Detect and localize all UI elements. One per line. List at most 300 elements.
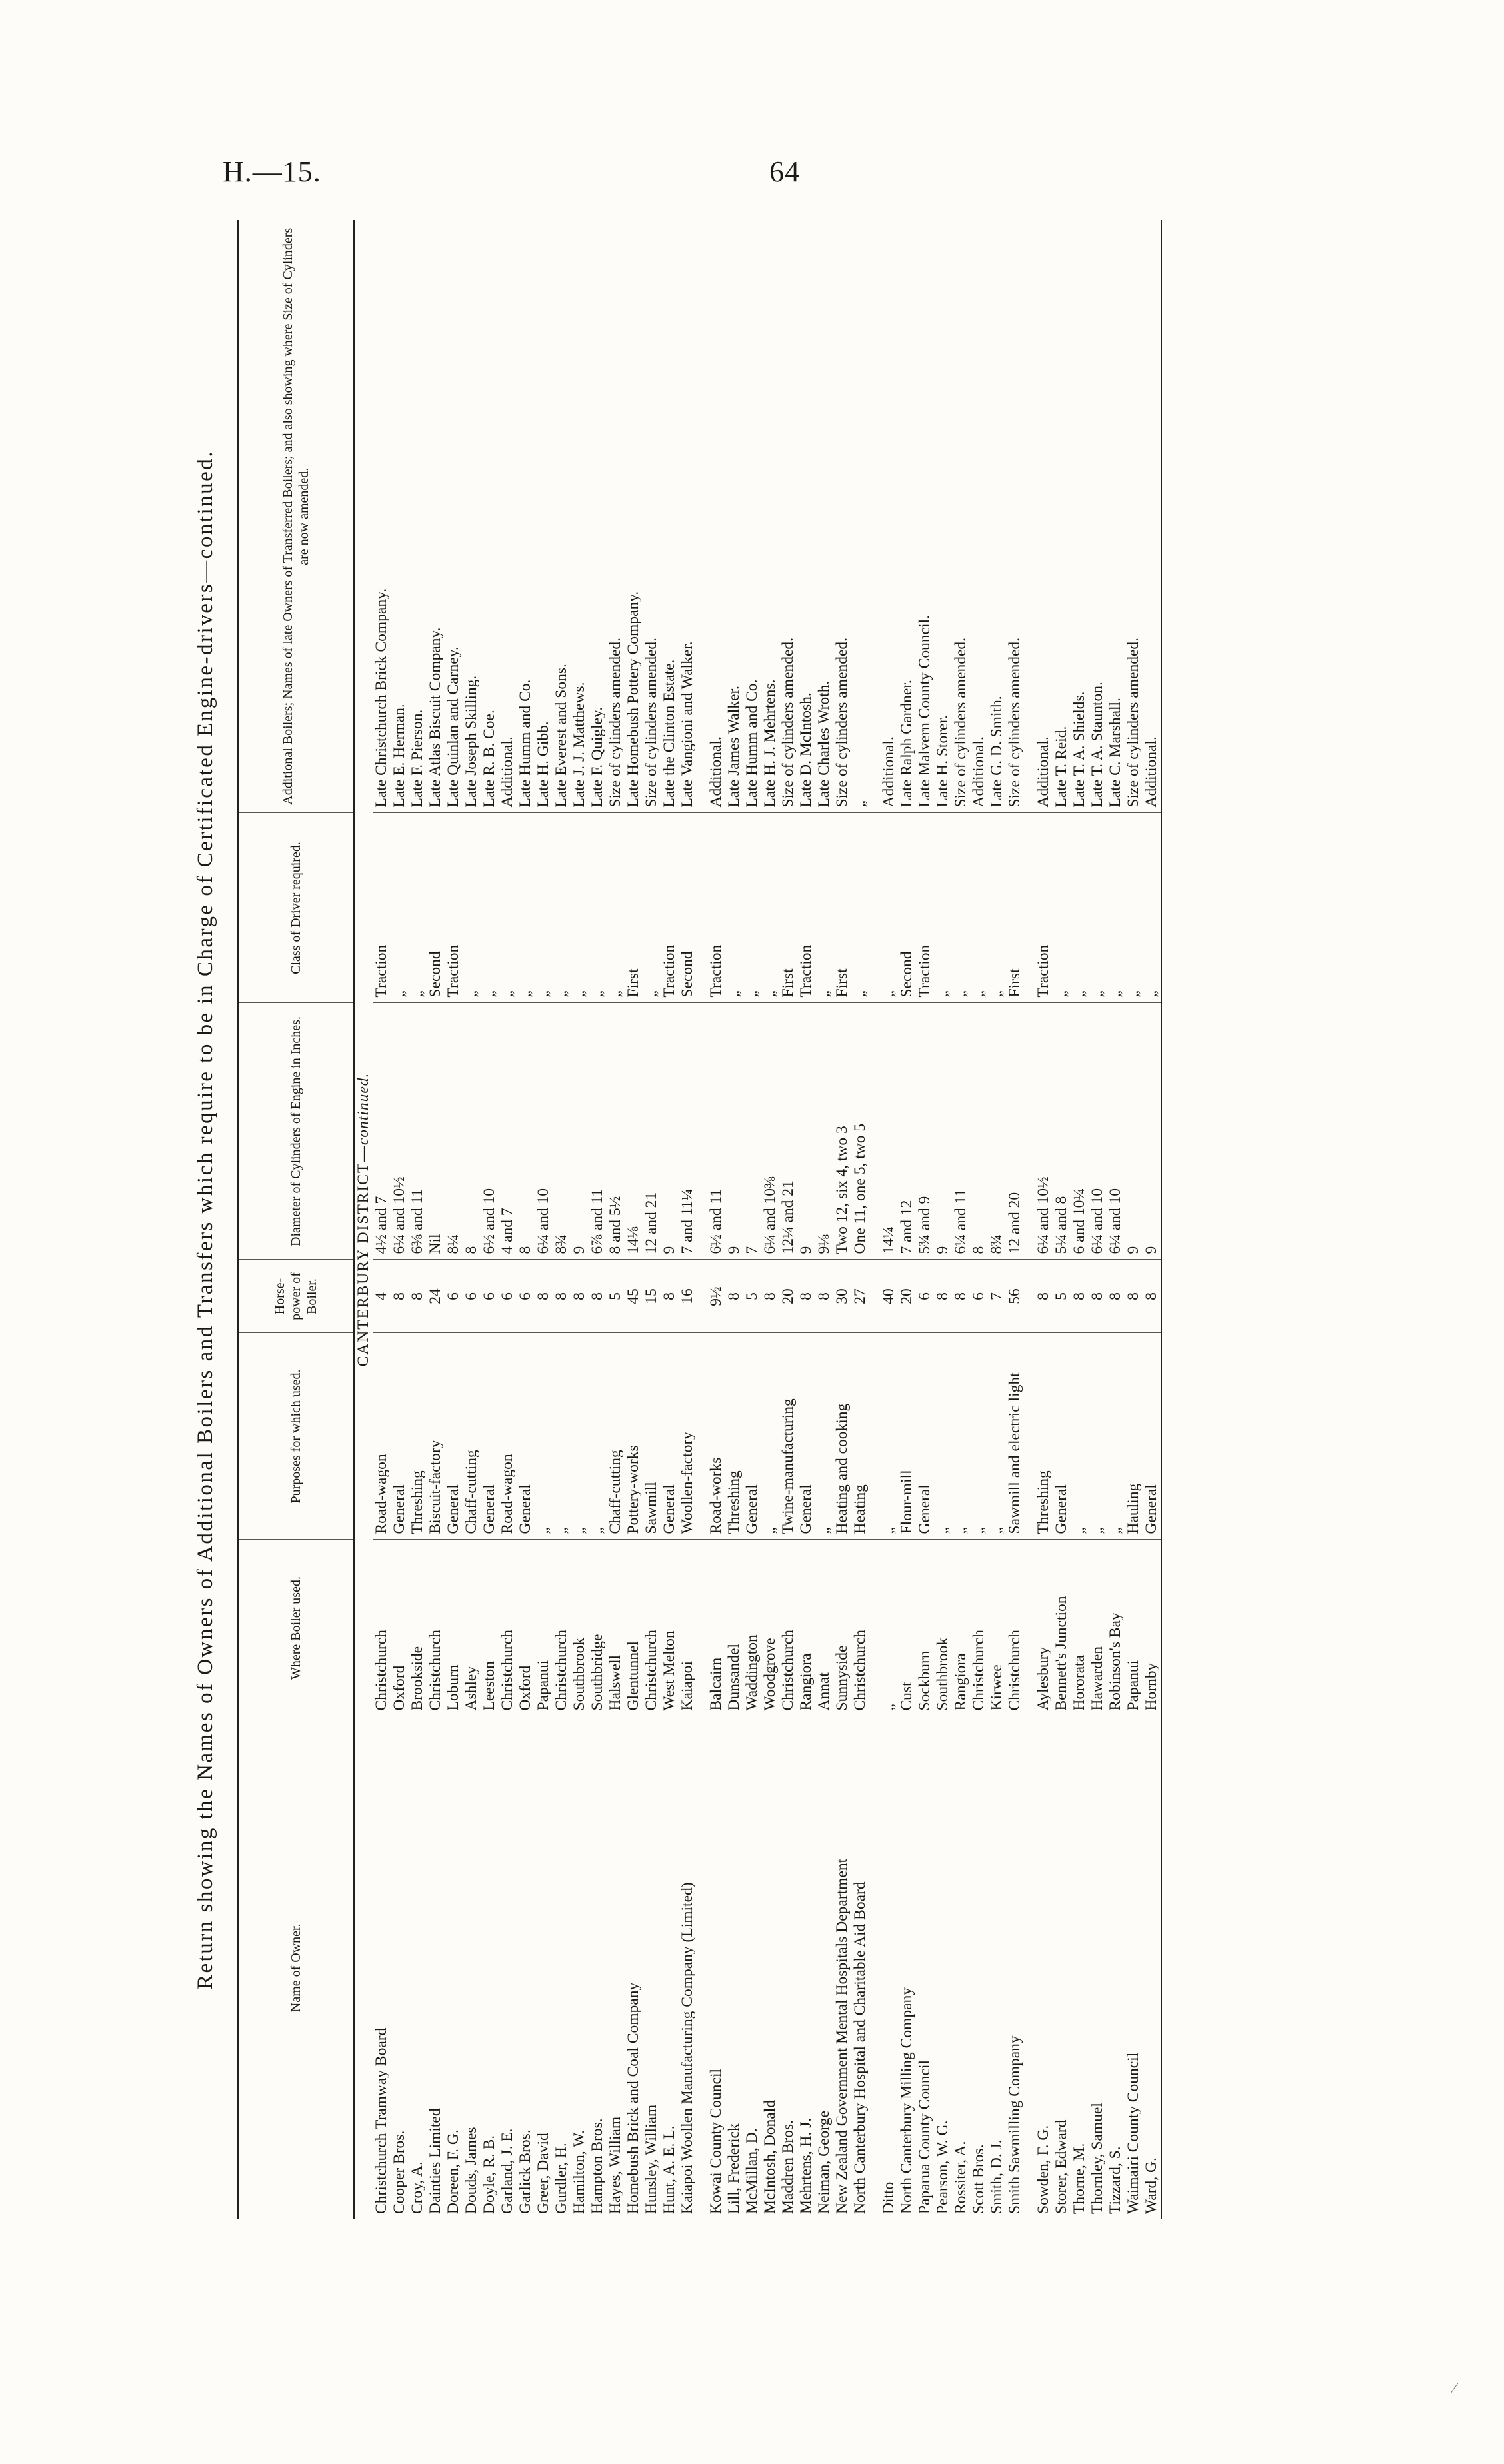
driver-class-cell: „ (391, 813, 409, 1003)
where-used-cell: Kaiapoi (679, 1540, 697, 1716)
where-used-cell: Christchurch (970, 1540, 988, 1716)
cylinders-cell: 5¼ and 8 (1053, 1003, 1071, 1260)
horse-power-cell: 6 (916, 1260, 934, 1333)
owner-cell: Storer, Edward (1053, 2119, 1070, 2214)
driver-class-cell: „ (1053, 813, 1071, 1003)
where-used-cell: Southbrook (934, 1540, 952, 1716)
district-name: CANTERBURY DISTRICT— (355, 1145, 372, 1367)
cylinders-cell: One 11, one 5, two 5 (851, 1003, 869, 1260)
driver-class-cell: First (833, 813, 851, 1003)
cylinders-cell: 6¼ and 10 (1089, 1003, 1107, 1260)
purpose-cell: „ (1071, 1333, 1089, 1540)
table-row (1071, 220, 1089, 2219)
col-header-where-used: Where Boiler used. (238, 1540, 354, 1716)
owner-cell: Thorne, M. (1071, 2143, 1088, 2214)
horse-power-cell: 20 (898, 1260, 916, 1333)
owner-cell: Thornley, Samuel (1089, 2103, 1106, 2214)
cylinders-cell: 7 and 11¼ (679, 1003, 697, 1260)
remarks-cell: Late E. Herman. (391, 220, 409, 813)
driver-class-cell: Traction (1035, 813, 1053, 1003)
table-row (743, 220, 761, 2219)
cylinders-cell: 6¼ and 10½ (391, 1003, 409, 1260)
where-used-cell: „ (880, 1540, 898, 1716)
remarks-cell: Late H. Storer. (934, 220, 952, 813)
where-used-cell: Annat (815, 1540, 833, 1716)
table-row (373, 220, 391, 2219)
cylinders-cell: 8 (970, 1003, 988, 1260)
where-used-cell: Halswell (607, 1540, 625, 1716)
cylinders-cell: 6¼ and 10 (535, 1003, 553, 1260)
owner-cell: Smith, D. J. (988, 2139, 1005, 2214)
spacer-cell (697, 1540, 707, 1716)
col-header-purposes: Purposes for which used. (238, 1333, 354, 1540)
table-row (707, 220, 725, 2219)
driver-class-cell: „ (1107, 813, 1125, 1003)
owner-cell: Rossiter, A. (952, 2141, 969, 2214)
purpose-cell: „ (761, 1333, 779, 1540)
driver-class-cell: „ (1089, 813, 1107, 1003)
owner-cell: Sowden, F. G. (1035, 2125, 1052, 2214)
district-heading-row (354, 220, 373, 2219)
owner-cell: Mehrtens, H. J. (797, 2117, 815, 2214)
district-heading (354, 220, 373, 2219)
cylinders-cell: 12¼ and 21 (779, 1003, 797, 1260)
report-reference: H.—15. (223, 155, 321, 188)
table-row (1143, 220, 1161, 2219)
table-row (934, 220, 952, 2219)
owner-cell: Smith Sawmilling Company (1006, 2035, 1023, 2214)
table-row (815, 220, 833, 2219)
purpose-cell: „ (589, 1333, 607, 1540)
purpose-cell: „ (571, 1333, 589, 1540)
table-row (952, 220, 970, 2219)
owner-cell: Neiman, George (815, 2111, 833, 2214)
purpose-cell: General (1143, 1333, 1161, 1540)
remarks-cell: Late Joseph Skilling. (463, 220, 481, 813)
remarks-cell: Size of cylinders amended. (833, 220, 851, 813)
where-used-cell: Southbridge (589, 1540, 607, 1716)
remarks-cell: Additional. (499, 220, 517, 813)
owner-cell: Garland, J. E. (499, 2128, 516, 2214)
purpose-cell: „ (535, 1333, 553, 1540)
horse-power-cell: 8 (952, 1260, 970, 1333)
remarks-cell: Additional. (970, 220, 988, 813)
purpose-cell: „ (1089, 1333, 1107, 1540)
horse-power-cell: 24 (427, 1260, 445, 1333)
horse-power-cell: 6 (445, 1260, 463, 1333)
purpose-cell: Flour-mill (898, 1333, 916, 1540)
remarks-cell: Late F. Quigley. (589, 220, 607, 813)
driver-class-cell: „ (970, 813, 988, 1003)
spacer-cell (869, 1540, 880, 1716)
owner-cell: Kaiapoi Woollen Manufacturing Company (Limited) (679, 1882, 696, 2214)
table-row (481, 220, 499, 2219)
table-body (354, 220, 1161, 2219)
driver-class-cell: „ (880, 813, 898, 1003)
cylinders-cell: 7 (743, 1003, 761, 1260)
spacer-cell (697, 1003, 707, 1260)
table-row (643, 220, 661, 2219)
cylinders-cell: 4½ and 7 (373, 1003, 391, 1260)
cylinders-cell: 8 (463, 1003, 481, 1260)
purpose-cell: General (517, 1333, 535, 1540)
where-used-cell: Dunsandel (725, 1540, 743, 1716)
driver-class-cell: „ (607, 813, 625, 1003)
where-used-cell: Christchurch (851, 1540, 869, 1716)
owner-cell: North Canterbury Milling Company (898, 1987, 915, 2214)
cylinders-cell: 6½ and 11 (707, 1003, 725, 1260)
where-used-cell: Woodgrove (761, 1540, 779, 1716)
cylinders-cell: 6¼ and 10 (1107, 1003, 1125, 1260)
where-used-cell: Hororata (1071, 1540, 1089, 1716)
remarks-cell: Late G. D. Smith. (988, 220, 1006, 813)
purpose-cell: General (481, 1333, 499, 1540)
owner-cell: Hamilton, W. (571, 2130, 588, 2214)
owner-cell: Hayes, William (607, 2116, 624, 2214)
remarks-cell: Late Charles Wroth. (815, 220, 833, 813)
cylinders-cell: 9 (661, 1003, 679, 1260)
driver-class-cell: „ (934, 813, 952, 1003)
remarks-cell: Late Quinlan and Carney. (445, 220, 463, 813)
table-row (1125, 220, 1143, 2219)
table-row (607, 220, 625, 2219)
cylinders-cell: 14⅛ (625, 1003, 643, 1260)
col-header-owner: Name of Owner. (238, 1716, 354, 2219)
spacer-cell (697, 1716, 707, 2219)
remarks-cell: Additional. (707, 220, 725, 813)
cylinders-cell: 6 and 10¼ (1071, 1003, 1089, 1260)
horse-power-cell: 8 (934, 1260, 952, 1333)
cylinders-cell: 8¾ (553, 1003, 571, 1260)
remarks-cell: Late James Walker. (725, 220, 743, 813)
owner-cell: Doyle, R. B. (481, 2135, 498, 2214)
horse-power-cell: 8 (1125, 1260, 1143, 1333)
remarks-cell: Late H. J. Mehrtens. (761, 220, 779, 813)
horse-power-cell: 8 (1107, 1260, 1125, 1333)
remarks-cell: Late Humm and Co. (517, 220, 535, 813)
horse-power-cell: 6 (463, 1260, 481, 1333)
purpose-cell: „ (952, 1333, 970, 1540)
where-used-cell: Papanui (535, 1540, 553, 1716)
remarks-cell: Late C. Marshall. (1107, 220, 1125, 813)
purpose-cell: Threshing (725, 1333, 743, 1540)
purpose-cell: Threshing (1035, 1333, 1053, 1540)
owner-cell: Greer, David (535, 2133, 552, 2214)
purpose-cell: Chaff-cutting (607, 1333, 625, 1540)
table-row (571, 220, 589, 2219)
remarks-cell: Size of cylinders amended. (779, 220, 797, 813)
owner-cell: Homebush Brick and Coal Company (625, 1982, 642, 2214)
horse-power-cell: 30 (833, 1260, 851, 1333)
cylinders-cell: 6¼ and 10½ (1035, 1003, 1053, 1260)
horse-power-cell: 8 (761, 1260, 779, 1333)
driver-class-cell: „ (589, 813, 607, 1003)
table-row (761, 220, 779, 2219)
where-used-cell: Bennett's Junction (1053, 1540, 1071, 1716)
remarks-cell: Size of cylinders amended. (607, 220, 625, 813)
spacer-cell (869, 813, 880, 1003)
where-used-cell: Papanui (1125, 1540, 1143, 1716)
table-row (535, 220, 553, 2219)
horse-power-cell: 6 (499, 1260, 517, 1333)
cylinders-cell: 14¼ (880, 1003, 898, 1260)
purpose-cell: „ (988, 1333, 1006, 1540)
owner-cell: Tizzard, S. (1107, 2146, 1124, 2214)
owner-cell: Scott Bros. (970, 2144, 987, 2214)
horse-power-cell: 45 (625, 1260, 643, 1333)
purpose-cell: General (743, 1333, 761, 1540)
spacer-cell (697, 1260, 707, 1333)
table-row (661, 220, 679, 2219)
table-row (779, 220, 797, 2219)
where-used-cell: West Melton (661, 1540, 679, 1716)
cylinders-cell: Two 12, six 4, two 3 (833, 1003, 851, 1260)
table-row (499, 220, 517, 2219)
remarks-cell: Late the Clinton Estate. (661, 220, 679, 813)
purpose-cell: Sawmill (643, 1333, 661, 1540)
horse-power-cell: 8 (815, 1260, 833, 1333)
page-number: 64 (769, 155, 800, 188)
purpose-cell: Threshing (409, 1333, 427, 1540)
cylinders-cell: 9 (1125, 1003, 1143, 1260)
where-used-cell: Christchurch (643, 1540, 661, 1716)
driver-class-cell: Second (898, 813, 916, 1003)
driver-class-cell: „ (553, 813, 571, 1003)
horse-power-cell: 8 (553, 1260, 571, 1333)
owner-cell: Croy, A. (409, 2161, 426, 2214)
where-used-cell: Christchurch (373, 1540, 391, 1716)
horse-power-cell: 8 (1071, 1260, 1089, 1333)
col-header-cylinders: Diameter of Cylinders of Engine in Inches. (238, 1003, 354, 1260)
cylinders-cell: 8¼ (445, 1003, 463, 1260)
purpose-cell: General (445, 1333, 463, 1540)
where-used-cell: Southbrook (571, 1540, 589, 1716)
spacer-cell (1024, 1003, 1035, 1260)
remarks-cell: Size of cylinders amended. (1125, 220, 1143, 813)
owner-cell: Doreen, F. G. (445, 2129, 462, 2214)
driver-class-cell: „ (481, 813, 499, 1003)
table-row (445, 220, 463, 2219)
owner-cell: Maddren Bros. (779, 2120, 797, 2214)
horse-power-cell: 15 (643, 1260, 661, 1333)
remarks-cell: Late Ralph Gardner. (898, 220, 916, 813)
where-used-cell: Rangiora (797, 1540, 815, 1716)
horse-power-cell: 6 (970, 1260, 988, 1333)
cylinders-cell: 9 (571, 1003, 589, 1260)
remarks-cell: Late Everest and Sons. (553, 220, 571, 813)
horse-power-cell: 4 (373, 1260, 391, 1333)
horse-power-cell: 8 (571, 1260, 589, 1333)
table-row (797, 220, 815, 2219)
table-row (1035, 220, 1053, 2219)
owner-cell: Dainties Limited (427, 2108, 444, 2214)
driver-class-cell: Traction (707, 813, 725, 1003)
where-used-cell: Christchurch (1006, 1540, 1024, 1716)
spacer-cell (697, 220, 707, 813)
table-row (898, 220, 916, 2219)
remarks-cell: Late T. A. Shields. (1071, 220, 1089, 813)
col-header-horse-power: Horse-power of Boiler. (238, 1260, 354, 1333)
cylinders-cell: 8 (517, 1003, 535, 1260)
where-used-cell: Aylesbury (1035, 1540, 1053, 1716)
col-header-remarks: Additional Boilers; Names of late Owners of Transferred Boilers; and also showing where Size of Cylinders are now amended. (238, 220, 354, 813)
return-title: Return showing the Names of Owners of Additional Boilers and Transfers which require to be in Charge of Certificated Engine-drivers—continued. (193, 449, 217, 1990)
table-row (463, 220, 481, 2219)
driver-class-cell: „ (1125, 813, 1143, 1003)
cylinders-cell: 7 and 12 (898, 1003, 916, 1260)
driver-class-cell: „ (499, 813, 517, 1003)
horse-power-cell: 8 (1089, 1260, 1107, 1333)
cylinders-cell: Nil (427, 1003, 445, 1260)
driver-class-cell: „ (761, 813, 779, 1003)
cylinders-cell: 9 (797, 1003, 815, 1260)
table-row (880, 220, 898, 2219)
cylinders-cell: 9 (934, 1003, 952, 1260)
driver-class-cell: „ (409, 813, 427, 1003)
remarks-cell: Late Homebush Pottery Company. (625, 220, 643, 813)
driver-class-cell: First (625, 813, 643, 1003)
driver-class-cell: „ (463, 813, 481, 1003)
table-row (589, 220, 607, 2219)
horse-power-cell: 8 (409, 1260, 427, 1333)
cylinders-cell: 8 and 5½ (607, 1003, 625, 1260)
cylinders-cell: 6⅞ and 11 (589, 1003, 607, 1260)
remarks-cell: Late H. Gibb. (535, 220, 553, 813)
purpose-cell: Heating (851, 1333, 869, 1540)
table-row (1089, 220, 1107, 2219)
table-row (409, 220, 427, 2219)
driver-class-cell: „ (725, 813, 743, 1003)
cylinders-cell: 8¾ (988, 1003, 1006, 1260)
purpose-cell: Woollen-factory (679, 1333, 697, 1540)
where-used-cell: Leeston (481, 1540, 499, 1716)
spacer-cell (869, 1003, 880, 1260)
driver-class-cell: „ (815, 813, 833, 1003)
owner-cell: McMillan, D. (743, 2128, 761, 2214)
owner-cell: Gurdler, H. (553, 2143, 570, 2214)
spacer-cell (1024, 1260, 1035, 1333)
horse-power-cell: 40 (880, 1260, 898, 1333)
spacer-cell (1024, 1716, 1035, 2219)
owner-cell: Garlick Bros. (517, 2129, 534, 2214)
owner-cell: Christchurch Tramway Board (373, 2027, 390, 2214)
horse-power-cell: 5 (1053, 1260, 1071, 1333)
cylinders-cell: 6¼ and 10⅜ (761, 1003, 779, 1260)
remarks-cell: Late Humm and Co. (743, 220, 761, 813)
horse-power-cell: 9½ (707, 1260, 725, 1333)
table-header-row (238, 220, 354, 2219)
horse-power-cell: 27 (851, 1260, 869, 1333)
where-used-cell: Christchurch (553, 1540, 571, 1716)
cylinders-cell: 9⅛ (815, 1003, 833, 1260)
driver-class-cell: Second (679, 813, 697, 1003)
owner-cell: Hunsley, William (643, 2104, 660, 2214)
horse-power-cell: 8 (797, 1260, 815, 1333)
where-used-cell: Christchurch (779, 1540, 797, 1716)
table-row (553, 220, 571, 2219)
cylinders-cell: 9 (1143, 1003, 1161, 1260)
remarks-cell: Size of cylinders amended. (643, 220, 661, 813)
where-used-cell: Sockburn (916, 1540, 934, 1716)
owner-cell: Ditto (880, 2181, 897, 2214)
table-row (1107, 220, 1125, 2219)
driver-class-cell: „ (743, 813, 761, 1003)
remarks-cell: Late D. McIntosh. (797, 220, 815, 813)
driver-class-cell: „ (643, 813, 661, 1003)
driver-class-cell: Traction (797, 813, 815, 1003)
horse-power-cell: 56 (1006, 1260, 1024, 1333)
cylinders-cell: 6½ and 10 (481, 1003, 499, 1260)
where-used-cell: Balcairn (707, 1540, 725, 1716)
remarks-cell: Additional. (1143, 220, 1161, 813)
where-used-cell: Waddington (743, 1540, 761, 1716)
spacer-cell (869, 1716, 880, 2219)
purpose-cell: General (797, 1333, 815, 1540)
remarks-cell: Size of cylinders amended. (952, 220, 970, 813)
remarks-cell: Late R. B. Coe. (481, 220, 499, 813)
horse-power-cell: 5 (607, 1260, 625, 1333)
remarks-cell: Additional. (1035, 220, 1053, 813)
remarks-cell: Late Atlas Biscuit Company. (427, 220, 445, 813)
where-used-cell: Brookside (409, 1540, 427, 1716)
owner-cell: Lill, Frederick (725, 2123, 743, 2214)
driver-class-cell: First (1006, 813, 1024, 1003)
where-used-cell: Oxford (517, 1540, 535, 1716)
table-row (427, 220, 445, 2219)
where-used-cell: Hawarden (1089, 1540, 1107, 1716)
horse-power-cell: 8 (1143, 1260, 1161, 1333)
where-used-cell: Cust (898, 1540, 916, 1716)
table-row (391, 220, 409, 2219)
horse-power-cell: 20 (779, 1260, 797, 1333)
group-spacer (697, 220, 707, 2219)
where-used-cell: Robinson's Bay (1107, 1540, 1125, 1716)
table-row (833, 220, 851, 2219)
cylinders-cell: 9 (725, 1003, 743, 1260)
where-used-cell: Hornby (1143, 1540, 1161, 1716)
purpose-cell: Road-wagon (373, 1333, 391, 1540)
purpose-cell: „ (815, 1333, 833, 1540)
purpose-cell: „ (553, 1333, 571, 1540)
purpose-cell: „ (934, 1333, 952, 1540)
table-row (970, 220, 988, 2219)
purpose-cell: General (1053, 1333, 1071, 1540)
driver-class-cell: „ (517, 813, 535, 1003)
driver-class-cell: „ (571, 813, 589, 1003)
owner-cell: Pearson, W. G. (934, 2120, 951, 2214)
owner-cell: Ward, G. (1143, 2157, 1160, 2214)
margin-mark: ⁄ (1453, 2379, 1456, 2396)
purpose-cell: Twine-manufacturing (779, 1333, 797, 1540)
owner-cell: Hunt, A. E. L. (661, 2125, 678, 2214)
driver-class-cell: „ (988, 813, 1006, 1003)
driver-class-cell: First (779, 813, 797, 1003)
horse-power-cell: 8 (391, 1260, 409, 1333)
spacer-cell (869, 1260, 880, 1333)
remarks-cell: Late F. Pierson. (409, 220, 427, 813)
spacer-cell (1024, 813, 1035, 1003)
driver-class-cell: Traction (445, 813, 463, 1003)
district-continued: continued. (355, 1072, 372, 1146)
table-row (1006, 220, 1024, 2219)
purpose-cell: Pottery-works (625, 1333, 643, 1540)
cylinders-cell: 6¼ and 11 (952, 1003, 970, 1260)
where-used-cell: Christchurch (499, 1540, 517, 1716)
remarks-cell: Late Malvern County Council. (916, 220, 934, 813)
purpose-cell: Hauling (1125, 1333, 1143, 1540)
driver-class-cell: „ (535, 813, 553, 1003)
where-used-cell: Loburn (445, 1540, 463, 1716)
